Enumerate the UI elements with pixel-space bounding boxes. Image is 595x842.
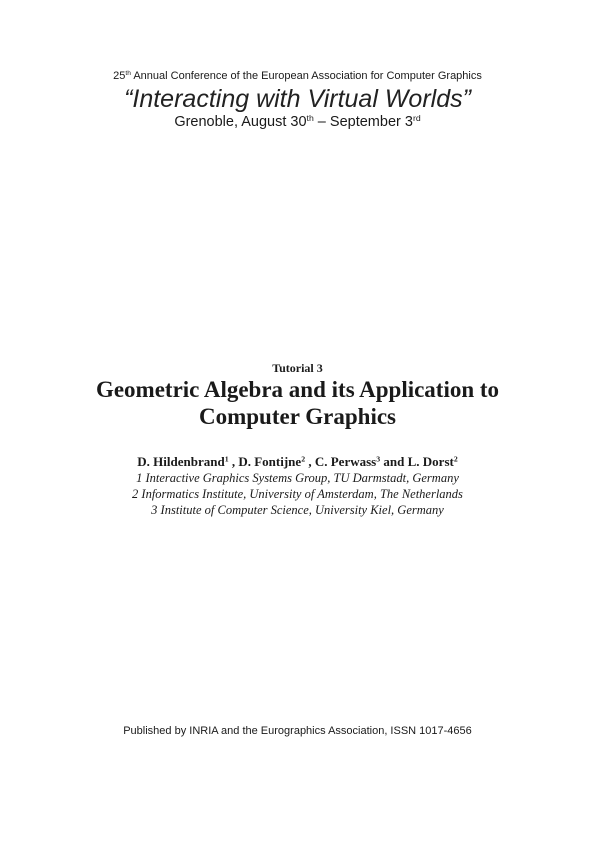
publisher-note: Published by INRIA and the Eurographics Association, ISSN 1017-4656 xyxy=(123,725,472,737)
author-affiliation-mark: 3 xyxy=(376,454,381,464)
author-separator: , xyxy=(305,454,315,469)
affiliation-3: 3 Institute of Computer Science, University Kiel, Germany xyxy=(151,503,444,517)
conference-number: 25 xyxy=(113,70,126,82)
author-separator: and xyxy=(380,454,408,469)
tutorial-title-line-2: Computer Graphics xyxy=(199,404,396,429)
author-name: D. Hildenbrand xyxy=(137,454,225,469)
affiliation-2: 2 Informatics Institute, University of Amsterdam, The Netherlands xyxy=(132,487,463,501)
tutorial-label: Tutorial 3 xyxy=(272,361,323,375)
venue-ordinal-1: th xyxy=(306,112,314,123)
conference-line xyxy=(0,70,595,82)
conference-ordinal: th xyxy=(125,70,131,78)
author-affiliation-mark: 1 xyxy=(224,454,229,464)
conference-venue xyxy=(0,114,595,130)
author-affiliation-mark: 2 xyxy=(453,454,458,464)
author-name: D. Fontijne xyxy=(238,454,302,469)
conference-motto: “Interacting with Virtual Worlds” xyxy=(124,85,471,113)
venue-ordinal-2: rd xyxy=(412,112,421,123)
tutorial-title-line-1: Geometric Algebra and its Application to xyxy=(95,377,500,402)
author-affiliation-mark: 2 xyxy=(301,454,306,464)
author-list xyxy=(0,454,595,470)
venue-start: Grenoble, August 30 xyxy=(174,114,307,130)
author-separator: , xyxy=(228,454,239,469)
conference-text: Annual Conference of the European Association for Computer Graphics xyxy=(130,70,482,82)
venue-end: – September 3 xyxy=(313,114,413,130)
affiliation-1: 1 Interactive Graphics Systems Group, TU Darmstadt, Germany xyxy=(136,471,459,485)
author-name: C. Perwass xyxy=(314,454,377,469)
author-name: L. Dorst xyxy=(407,454,454,469)
